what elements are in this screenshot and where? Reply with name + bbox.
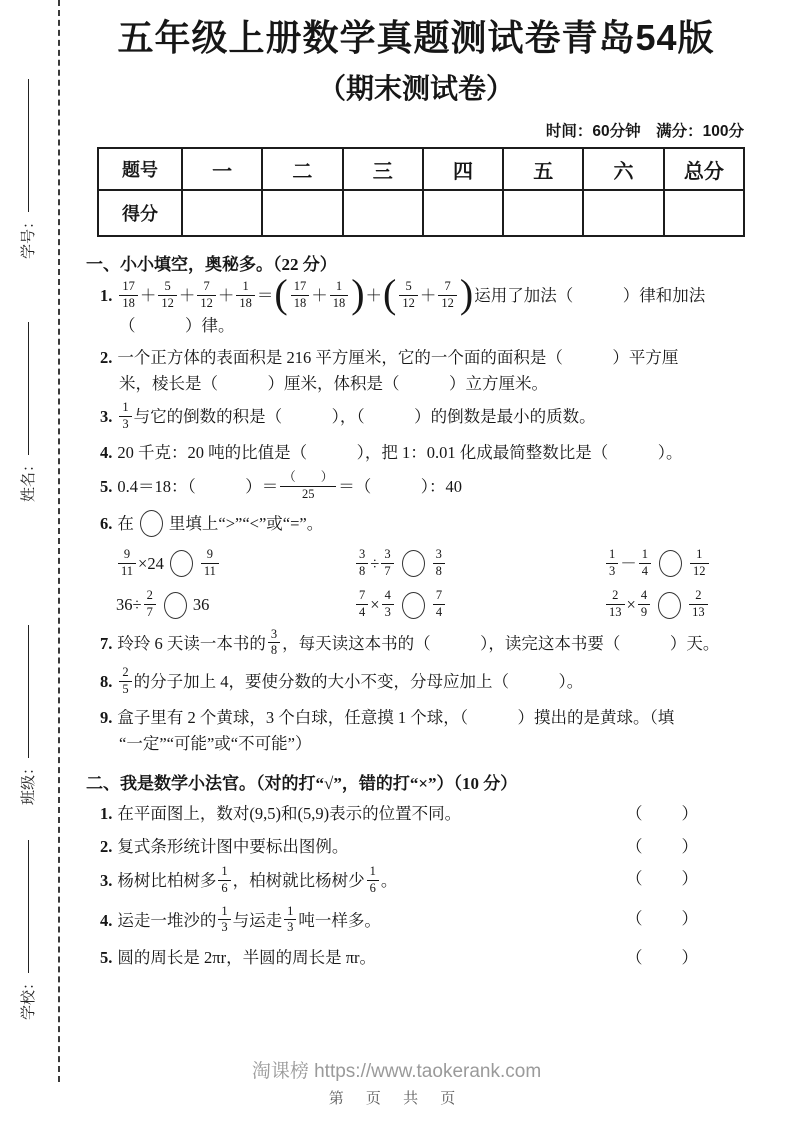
tf-item-3 [100,866,746,898]
tf-item-2 [100,834,746,860]
tf-item-1 [100,801,746,827]
cut-dashed-line [58,0,60,1082]
expr-text: 与它的倒数的积是（ ），（ ）的倒数是最小的质数。 [133,407,596,427]
fraction-numerator: 1 [690,547,709,564]
score-table-header-cell: 一 [182,148,262,190]
fraction [201,547,219,579]
fraction-denominator: 12 [441,295,454,310]
expr-text: ，每天读这本书的（ ），读完这本书要（ ）天。 [282,633,720,653]
watermark-brand-url: 淘课榜 https://www.taokerank.com [251,1061,542,1082]
score-table-corner-cell: 题号 [98,148,182,190]
question-2-line1: 一个正方体的表面积是 216 平方厘米，它的一个面的面积是（ ）平方厘 [117,348,679,367]
fraction [144,588,156,620]
tf-item-5-body [100,945,626,971]
fraction [119,279,138,311]
fraction [638,588,650,620]
expr-text: ＋ [139,286,157,306]
question-7 [100,626,746,661]
tf-item-3-number: 3. [100,871,113,891]
score-cell [182,190,262,236]
fraction-denominator: 25 [302,486,315,501]
expr-text: ×24 [138,554,164,574]
comparison-expression [116,549,354,581]
tf-item-3-body [100,866,626,898]
content-column [86,16,746,971]
question-3 [100,402,746,434]
fraction [330,279,349,311]
fraction [119,400,131,432]
question-5 [100,469,746,504]
comparison-expression [604,549,746,581]
fraction [606,588,625,620]
question-1-expression [117,271,706,317]
fraction [356,547,368,579]
fraction [639,547,651,579]
fraction-denominator: 8 [359,563,366,578]
fraction-denominator: 3 [221,920,228,935]
question-7-number: 7. [100,633,113,653]
school-label: 学校： [20,974,37,1020]
fraction [268,627,280,659]
exam-meta: 时间：60分钟 满分：100分 [545,123,744,141]
comparison-expression [604,590,746,622]
tf-item-4-body [100,903,626,938]
fraction-numerator: 3 [433,547,445,564]
sidebar-field-student-id [16,79,38,259]
question-7-expression [117,626,720,658]
comparison-expression [354,590,604,622]
expr-text: 运走一堆沙的 [117,910,217,930]
fraction-numerator: 5 [399,279,418,296]
expr-text: 在 [117,513,134,533]
expr-text: 的分子加上 4，要使分数的大小不变，分母应加上（ ）。 [133,671,584,691]
score-cell [343,190,423,236]
score-table-score-row [98,190,744,236]
fraction [119,665,131,697]
big-paren: ( [383,271,397,317]
fraction [218,904,230,936]
answer-bracket: （ ） [626,804,700,824]
fraction-numerator: 1 [119,400,131,417]
expr-text: 圆的周长是 2πr，半圆的周长是 πr。 [117,947,377,967]
score-table-header-cell: 二 [262,148,342,190]
question-6 [100,510,746,540]
comparison-circle [402,592,425,619]
comparison-circle [658,592,681,619]
fraction-numerator: 7 [356,588,368,605]
fraction-numerator: 2 [689,588,708,605]
answer-bracket: （ ） [626,947,700,967]
fraction-numerator: 3 [356,547,368,564]
comparison-expression [116,590,354,622]
fraction-denominator: 7 [384,563,391,578]
tf-item-5-text [117,948,376,967]
fraction-denominator: 6 [221,881,228,896]
fraction [280,470,336,502]
expr-text: 里填上“>”“<”或“=”。 [168,513,324,533]
question-5-number: 5. [100,476,113,496]
sidebar-field-school [16,840,38,1020]
fraction [356,588,368,620]
fraction-numerator: 1 [218,864,230,881]
fraction-numerator: 4 [638,588,650,605]
expr-text: 玲玲 6 天读一本书的 [117,633,266,653]
question-9-line1: 盒子里有 2 个黄球，3 个白球，任意摸 1 个球，（ ）摸出的是黄球。（填 [117,708,675,728]
fraction-denominator: 8 [435,563,442,578]
big-paren: ) [459,271,474,317]
score-row-label: 得分 [98,190,182,236]
expr-text: ＝（ ）：40 [338,476,463,496]
tf-item-4 [100,903,746,938]
fraction-numerator: 9 [118,547,136,564]
tf-item-1-text [117,804,461,823]
answer-bracket: （ ） [626,908,700,928]
question-9-number: 9. [100,708,113,728]
question-3-expression [117,400,596,431]
comparison-circle [164,592,187,619]
fraction-denominator: 18 [239,295,252,310]
page-title: 五年级上册数学真题测试卷青岛54版 [117,17,715,58]
fraction-denominator: 12 [402,295,415,310]
fraction [382,588,394,620]
score-table-header-cell: 六 [583,148,663,190]
expr-text: ＋ [419,286,437,306]
fraction-denominator: 18 [122,295,135,310]
big-paren: ( [274,271,288,317]
fraction-numerator: 7 [197,279,216,296]
fraction-denominator: 5 [122,681,129,696]
fraction-numerator: 1 [284,904,296,921]
section-1-heading: 一、小小填空，奥秘多。（22 分） [86,255,337,275]
tf-item-5-number: 5. [100,947,113,967]
fraction-numerator: 1 [236,279,255,296]
expr-text: × [370,595,380,615]
expr-text: 在平面图上，数对(9,5)和(5,9)表示的位置不同。 [117,804,462,824]
expr-text: 与运走 [232,910,283,930]
score-table-header-cell: 总分 [664,148,744,190]
answer-bracket: （ ） [626,836,700,856]
score-table-header-row [98,148,744,190]
question-2-number: 2. [100,348,113,367]
comparison-circle [140,510,163,537]
expr-text: 36 [192,595,210,615]
section-2-heading: 二、我是数学小法官。（对的打“√”，错的打“×”）（10 分） [86,774,518,794]
tf-item-5 [100,945,746,971]
question-1 [100,271,746,317]
sidebar-field-class [16,625,38,805]
score-cell [583,190,663,236]
page-footer [0,1056,793,1108]
expr-text: ，柏树就比杨树少 [232,871,365,891]
fraction [381,547,393,579]
score-cell [664,190,744,236]
fraction-denominator: 7 [146,605,153,620]
expr-text: ＋ [311,286,328,306]
fraction [158,279,177,311]
fraction [118,547,136,579]
fraction-denominator: 6 [369,881,376,896]
fraction-numerator: 17 [291,279,310,296]
fraction-denominator: 12 [200,295,213,310]
fraction-numerator: 1 [606,547,618,564]
fraction-numerator: 2 [119,665,131,682]
fraction [433,547,445,579]
question-6-prompt [117,514,323,533]
fraction [284,904,296,936]
fraction-denominator: 18 [332,295,346,310]
sidebar-field-name [16,322,38,502]
class-label: 班级： [20,759,37,805]
question-9-line2: “一定”“可能”或“不可能”） [119,733,312,753]
fraction [690,547,709,579]
score-table [97,147,745,237]
tf-item-4-text [117,903,381,935]
fraction-denominator: 12 [161,295,174,310]
expr-text: ＋ [178,286,196,306]
question-6-number: 6. [100,513,113,533]
name-blank-line [26,322,29,455]
fraction-denominator: 3 [287,920,294,935]
question-4-text: 20 千克：20 吨的比值是（ ），把 1：0.01 化成最简整数比是（ ）。 [117,443,683,463]
fraction-numerator: 7 [438,279,457,296]
tf-item-1-body [100,801,626,827]
comparison-circle [659,550,682,577]
fraction-numerator: 2 [606,588,625,605]
fraction [218,864,230,896]
tf-item-1-number: 1. [100,804,113,824]
fraction-numerator: 1 [218,904,230,921]
class-blank-line [26,625,29,758]
score-table-header-cell: 四 [423,148,503,190]
question-9 [100,705,746,731]
fraction-denominator: 11 [121,563,134,578]
question-5-expression [117,469,463,501]
fraction-denominator: 4 [359,605,366,620]
question-2 [100,345,746,371]
fraction-numerator: （ ） [280,470,336,487]
fraction-denominator: 3 [122,416,129,431]
fraction-numerator: 3 [268,627,280,644]
question-8 [100,664,746,699]
tf-item-2-number: 2. [100,836,113,856]
question-6-row-2 [116,590,746,622]
fraction-numerator: 5 [158,279,177,296]
expr-text: ＋ [365,286,383,306]
tf-item-3-text [117,864,398,896]
fraction-denominator: 13 [692,605,705,620]
fraction-numerator: 2 [144,588,156,605]
expr-text: 吨一样多。 [298,910,381,930]
expr-text: 杨树比柏树多 [117,871,217,891]
tf-item-2-body [100,834,626,860]
expr-text: 。 [380,871,398,891]
score-cell [503,190,583,236]
fraction-denominator: 4 [641,563,648,578]
expr-text: － [620,554,637,574]
fraction-numerator: 7 [433,588,445,605]
fraction-numerator: 1 [639,547,651,564]
expr-text: 0.4＝18：（ ）＝ [117,476,279,496]
fraction [606,547,618,579]
fraction-denominator: 12 [693,563,706,578]
score-cell [423,190,503,236]
fraction [236,279,255,311]
school-blank-line [26,840,29,973]
question-3-number: 3. [100,407,113,427]
question-8-number: 8. [100,671,113,691]
fraction [291,279,310,311]
score-table-header-cell: 五 [503,148,583,190]
page-subtitle: （期末测试卷） [317,73,514,105]
expr-text: 复式条形统计图中要标出图例。 [117,836,349,856]
fraction-numerator: 4 [382,588,394,605]
comparison-circle [170,550,193,577]
comparison-circle [402,550,425,577]
expr-text: ＝ [256,286,274,306]
fraction [367,864,379,896]
question-2-line2: 米，棱长是（ ）厘米，体积是（ ）立方厘米。 [119,373,548,393]
question-8-expression [117,664,584,696]
fraction-denominator: 3 [384,605,391,620]
fraction-numerator: 1 [330,279,349,296]
expr-text: 运用了加法（ ）律和加法 [474,286,706,306]
page-number-label: 第 页 共 页 [328,1090,465,1107]
fraction-denominator: 13 [609,605,622,620]
question-6-row-1 [116,549,746,581]
question-4 [100,440,746,466]
fraction-denominator: 3 [609,563,616,578]
fraction-denominator: 9 [640,605,648,620]
fraction [433,588,445,620]
fraction-numerator: 1 [367,864,379,881]
fraction-numerator: 9 [201,547,219,564]
fraction-denominator: 8 [270,643,278,658]
tf-item-4-number: 4. [100,910,113,930]
name-label: 姓名： [20,456,37,502]
question-1-line2: （ ）律。 [119,316,235,336]
question-4-number: 4. [100,443,113,463]
comparison-expression [354,549,604,581]
expr-text: ＋ [217,286,235,306]
student-id-label: 学号： [20,213,37,259]
student-id-blank-line [26,79,29,212]
fraction-numerator: 3 [381,547,393,564]
tf-item-2-text [117,837,348,856]
fraction-denominator: 4 [435,605,443,620]
fraction [197,279,216,311]
answer-bracket: （ ） [626,869,700,889]
fraction [399,279,418,311]
score-table-header-cell: 三 [343,148,423,190]
fraction [689,588,708,620]
fraction-denominator: 18 [293,295,307,310]
expr-text: 36÷ [116,595,142,615]
question-1-number: 1. [100,286,113,306]
fraction [438,279,457,311]
big-paren: ) [351,271,365,317]
expr-text: × [626,595,636,615]
fraction-denominator: 11 [203,563,216,578]
score-cell [262,190,342,236]
expr-text: ÷ [370,554,380,574]
fraction-numerator: 17 [119,279,138,296]
